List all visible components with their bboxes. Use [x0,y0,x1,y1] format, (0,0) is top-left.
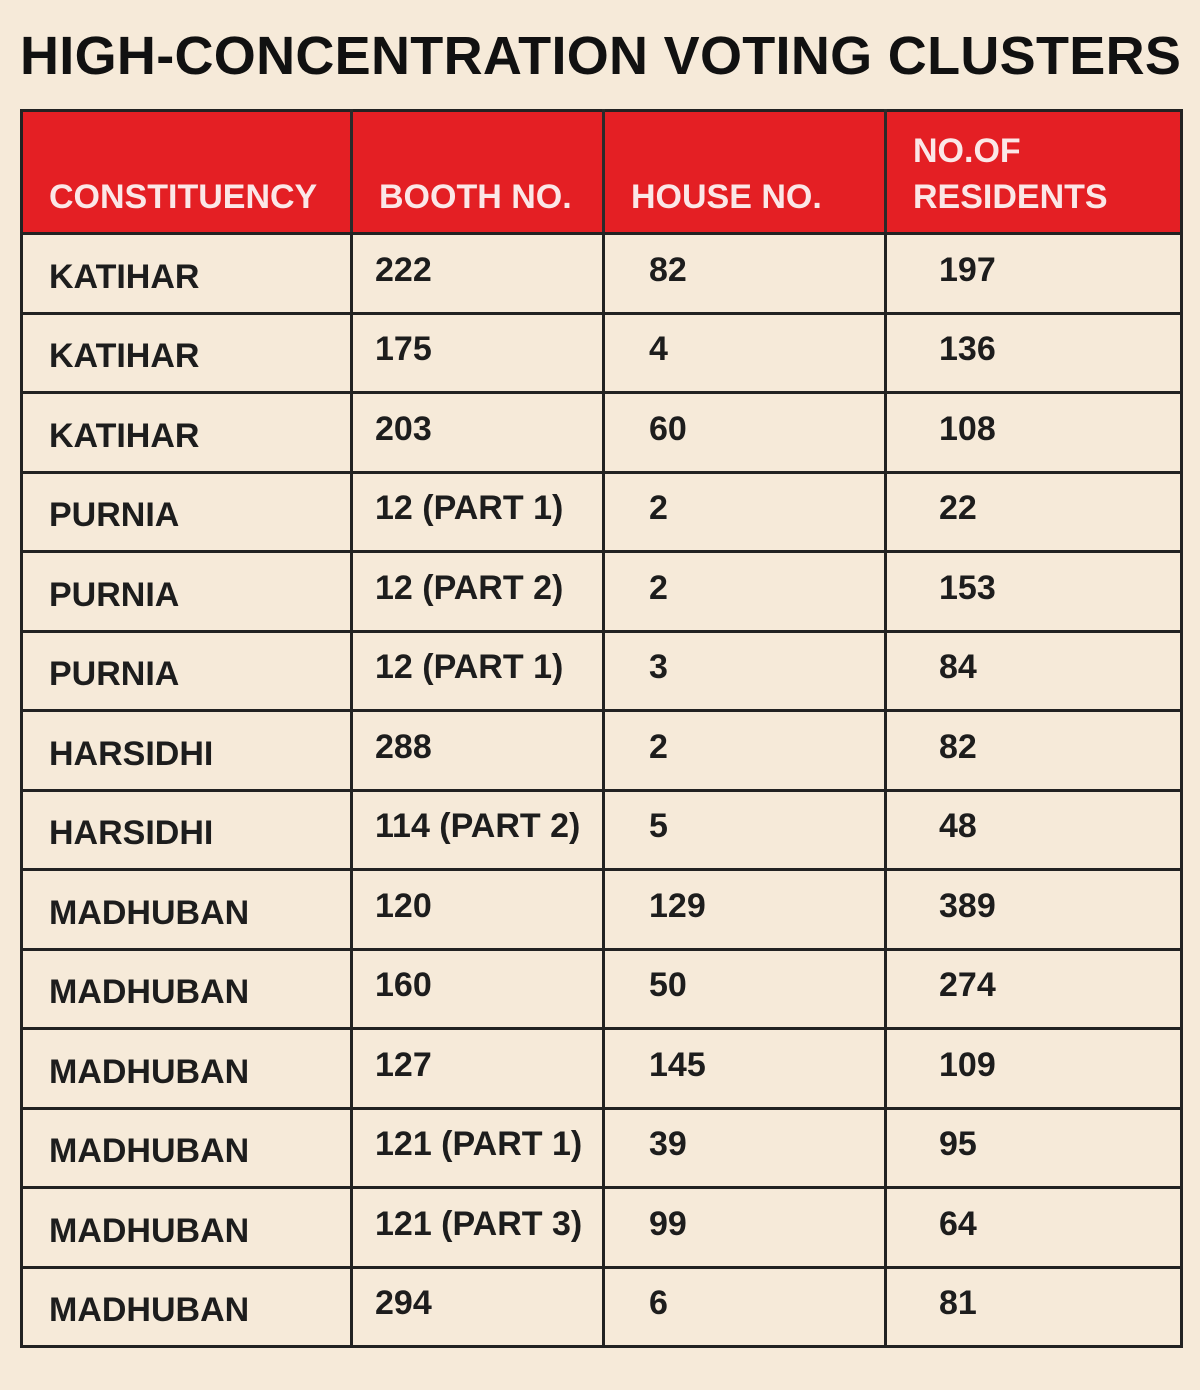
cell-constituency: KATIHAR [22,313,352,393]
cell-constituency: PURNIA [22,472,352,552]
cell-booth-no: 12 (PART 1) [352,631,604,711]
cell-residents: 153 [886,552,1182,632]
table-row [22,711,1182,791]
table-header [22,111,1182,234]
table-row [22,552,1182,632]
table-row [22,313,1182,393]
cell-residents: 197 [886,234,1182,314]
cell-house-no: 2 [604,552,886,632]
cell-house-no: 2 [604,711,886,791]
cell-booth-no: 222 [352,234,604,314]
cell-house-no: 6 [604,1267,886,1347]
cell-constituency: HARSIDHI [22,790,352,870]
cell-residents: 84 [886,631,1182,711]
cell-residents: 64 [886,1188,1182,1268]
table-row [22,949,1182,1029]
cell-house-no: 50 [604,949,886,1029]
cell-house-no: 129 [604,870,886,950]
cell-booth-no: 288 [352,711,604,791]
cell-house-no: 60 [604,393,886,473]
cell-booth-no: 121 (PART 3) [352,1188,604,1268]
header-house-no: HOUSE NO. [604,111,886,234]
cell-house-no: 4 [604,313,886,393]
cell-booth-no: 127 [352,1029,604,1109]
table-row [22,1188,1182,1268]
cell-residents: 108 [886,393,1182,473]
cell-house-no: 3 [604,631,886,711]
table-row [22,472,1182,552]
cell-booth-no: 160 [352,949,604,1029]
cell-residents: 274 [886,949,1182,1029]
cell-residents: 48 [886,790,1182,870]
cell-residents: 136 [886,313,1182,393]
cell-house-no: 39 [604,1108,886,1188]
table-row [22,1108,1182,1188]
cell-constituency: MADHUBAN [22,870,352,950]
header-row [22,111,1182,234]
cell-residents: 95 [886,1108,1182,1188]
cell-booth-no: 120 [352,870,604,950]
table-row [22,1029,1182,1109]
cell-residents: 81 [939,1284,977,1323]
cell-booth-no: 175 [352,313,604,393]
cell-booth-no: 12 (PART 1) [352,472,604,552]
cell-house-no: 2 [604,472,886,552]
table-body [22,234,1182,1347]
table-row [22,631,1182,711]
cell-house-no: 99 [604,1188,886,1268]
cell-constituency: MADHUBAN [22,1108,352,1188]
voting-clusters-table [20,109,1183,1348]
cell-residents: 389 [886,870,1182,950]
cell-booth-no: 203 [352,393,604,473]
cell-constituency: MADHUBAN [22,1029,352,1109]
table-row [22,234,1182,314]
cell-constituency: MADHUBAN [22,949,352,1029]
cell-constituency: MADHUBAN [22,1267,352,1347]
cell-booth-no: 114 (PART 2) [352,790,604,870]
cell-constituency: HARSIDHI [22,711,352,791]
cell-constituency: KATIHAR [22,234,352,314]
table-row [22,870,1182,950]
cell-constituency: PURNIA [22,552,352,632]
cell-house-no: 82 [604,234,886,314]
cell-house-no: 145 [604,1029,886,1109]
cell-house-no: 5 [604,790,886,870]
cell-residents: 82 [886,711,1182,791]
cell-booth-no: 12 (PART 2) [352,552,604,632]
page-title: HIGH-CONCENTRATION VOTING CLUSTERS [20,26,1182,86]
table-row [22,1267,1182,1347]
cell-constituency: KATIHAR [22,393,352,473]
voting-clusters-table-wrapper [20,109,1180,1348]
header-no-of-residents: NO.OF RESIDENTS [886,111,1182,234]
cell-residents: 22 [886,472,1182,552]
table-row [22,393,1182,473]
header-constituency: CONSTITUENCY [22,111,352,234]
cell-booth-no: 294 [352,1267,604,1347]
cell-booth-no: 121 (PART 1) [352,1108,604,1188]
cell-constituency: MADHUBAN [22,1188,352,1268]
cell-constituency: PURNIA [22,631,352,711]
header-booth-no: BOOTH NO. [352,111,604,234]
cell-residents: 109 [886,1029,1182,1109]
table-row [22,790,1182,870]
